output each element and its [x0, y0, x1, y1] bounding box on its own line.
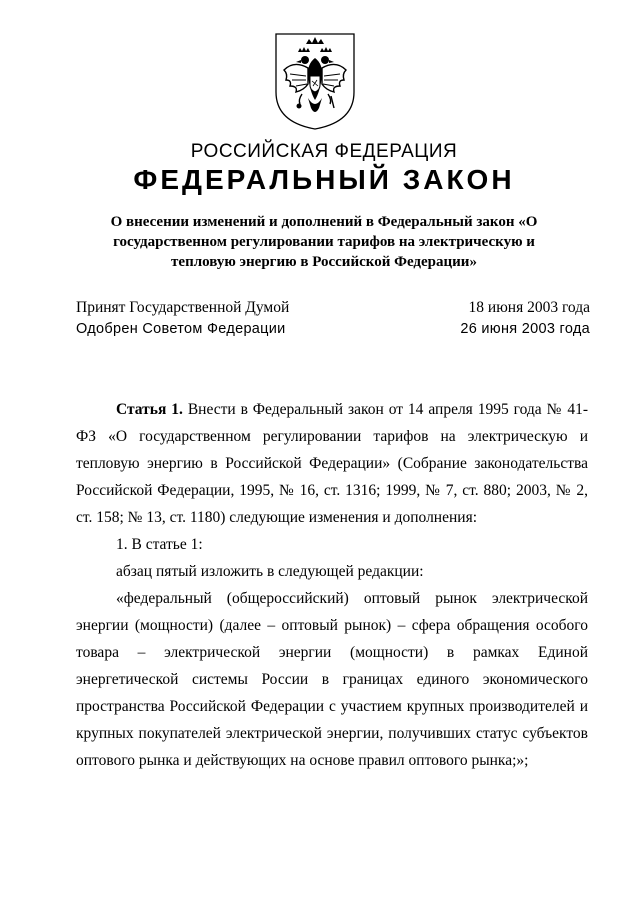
article-1-quote: «федеральный (общероссийский) оптовый рынок электрической энергии (мощности) (далее – оптовый рынок) – сфера обращения особого товара – электрической энергии (мощности) в рамках Единой энергетической системы России в границах единого экономического пространства Российской Федерации с участием крупных производителей и крупных покупателей электрической энергии, получивших статус субъектов оптового рынка и действующих на основе правил оптового рынка;»;	[76, 590, 588, 769]
law-title-line: государственном регулировании тарифов на электрическую и	[113, 234, 535, 250]
law-title-line: тепловую энергию в Российской Федерации»	[171, 254, 477, 270]
article-1-text: Внести в Федеральный закон от 14 апреля 1995 года № 41-ФЗ «О государственном регулировании тарифов на электрическую и тепловую энергию в Российской Федерации» (Собрание законодательства Российской Федерации, 1995, № 16, ст. 1316; 1999, № 7, ст. 880; 2003, № 2, ст. 158; № 13, ст. 1180) следующие изменения и дополнения:	[76, 401, 589, 526]
russian-coat-of-arms-icon	[272, 30, 358, 132]
council-date: 26 июня 2003 года	[460, 321, 590, 337]
article-1-intro	[76, 396, 588, 531]
article-1	[76, 396, 588, 774]
document-type-heading: ФЕДЕРАЛЬНЫЙ ЗАКОН	[133, 164, 515, 195]
adoption-row-duma	[76, 299, 590, 321]
law-title	[96, 212, 552, 272]
law-title-line: О внесении изменений и дополнений в Федеральный закон «О	[110, 214, 538, 230]
country-heading: РОССИЙСКАЯ ФЕДЕРАЦИЯ	[190, 141, 458, 162]
article-1-item-1: 1. В статье 1:	[116, 536, 203, 553]
article-1-heading: Статья 1.	[116, 401, 183, 418]
article-1-item-1-sub: абзац пятый изложить в следующей редакции:	[116, 563, 424, 580]
duma-date: 18 июня 2003 года	[468, 299, 590, 316]
duma-label: Принят Государственной Думой	[76, 299, 290, 316]
council-label: Одобрен Советом Федерации	[76, 321, 286, 337]
adoption-row-council	[76, 321, 590, 343]
adoption-block	[76, 299, 590, 343]
